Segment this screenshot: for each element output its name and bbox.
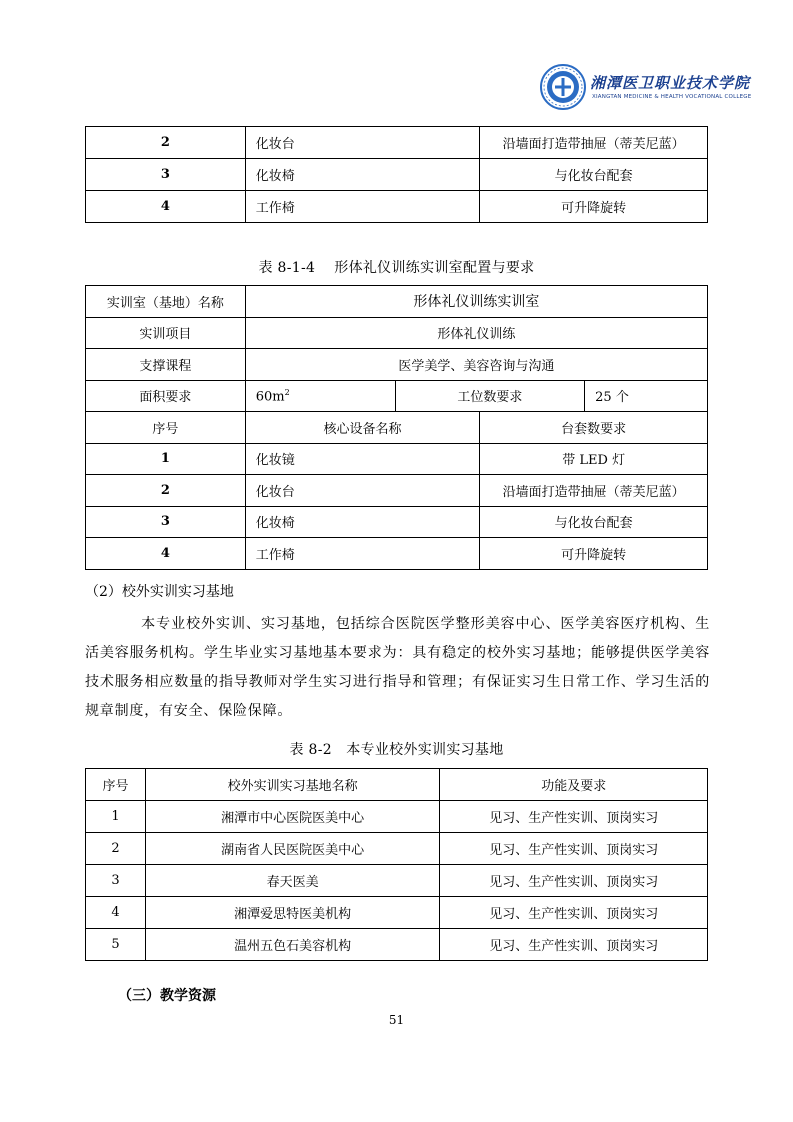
row-number: 1	[86, 801, 146, 833]
base-function: 见习、生产性实训、顶岗实习	[440, 865, 708, 897]
table-row	[86, 317, 708, 349]
room-value: 形体礼仪训练实训室	[245, 286, 707, 318]
table-row	[86, 475, 708, 507]
equipment-requirement: 与化妆台配套	[480, 159, 708, 191]
row-number: 2	[86, 833, 146, 865]
equipment-name: 化妆椅	[245, 506, 480, 538]
table-row	[86, 159, 708, 191]
equipment-name: 工作椅	[245, 538, 480, 570]
base-name: 湘潭爱思特医美机构	[145, 897, 440, 929]
section-title: （2）校外实训实习基地	[85, 584, 234, 600]
row-number: 4	[86, 538, 246, 570]
base-function: 见习、生产性实训、顶岗实习	[440, 801, 708, 833]
section-heading: （三）教学资源	[118, 988, 216, 1004]
row-number: 4	[86, 897, 146, 929]
etiquette-room-table	[85, 285, 708, 570]
college-emblem-icon	[540, 64, 586, 110]
equipment-requirement: 沿墙面打造带抽屉（蒂芙尼蓝）	[480, 127, 708, 159]
table-row	[86, 538, 708, 570]
table-row	[86, 349, 708, 381]
equipment-name: 化妆台	[245, 127, 480, 159]
table-caption: 表 8-1-4 形体礼仪训练实训室配置与要求	[258, 260, 535, 276]
area-value: $60m^2$	[245, 380, 395, 412]
table-row	[86, 286, 708, 318]
table-row	[86, 897, 708, 929]
college-name-cn: 湘潭医卫职业技术学院	[590, 74, 751, 92]
row-number: 3	[86, 506, 246, 538]
row-number: 5	[86, 929, 146, 961]
base-function: 见习、生产性实训、顶岗实习	[440, 897, 708, 929]
table-row	[86, 929, 708, 961]
section-paragraph: 本专业校外实训、实习基地，包括综合医院医学整形美容中心、医学美容医疗机构、生活美容服务机构。学生毕业实习基地基本要求为：具有稳定的校外实习基地；能够提供医学美容技术服务相应数量的指导教师对学生实习进行指导和管理；有保证实习生日常工作、学习生活的规章制度，有安全、保险保障。	[85, 616, 710, 719]
col-header-name: 校外实训实习基地名称	[145, 769, 440, 801]
equipment-table-continued	[85, 126, 708, 223]
seats-value: 25 个	[585, 380, 708, 412]
table-row	[86, 865, 708, 897]
college-logo	[540, 64, 752, 114]
table-header-row	[86, 412, 708, 444]
equipment-requirement: 沿墙面打造带抽屉（蒂芙尼蓝）	[480, 475, 708, 507]
equipment-name: 化妆镜	[245, 443, 480, 475]
row-number: 1	[86, 443, 246, 475]
project-value: 形体礼仪训练	[245, 317, 707, 349]
equipment-requirement: 可升降旋转	[480, 191, 708, 223]
seats-label: 工位数要求	[395, 380, 585, 412]
col-header-req: 台套数要求	[480, 412, 708, 444]
col-header-func: 功能及要求	[440, 769, 708, 801]
col-header-no: 序号	[86, 769, 146, 801]
equipment-name: 工作椅	[245, 191, 480, 223]
row-number: 2	[86, 475, 246, 507]
equipment-requirement: 带 LED 灯	[480, 443, 708, 475]
college-name-en: XIANGTAN MEDICINE & HEALTH VOCATIONAL COLLEGE	[592, 94, 752, 100]
table-row	[86, 380, 708, 412]
col-header-no: 序号	[86, 412, 246, 444]
row-number: 4	[86, 191, 246, 223]
course-label: 支撑课程	[86, 349, 246, 381]
table-row	[86, 801, 708, 833]
course-value: 医学美学、美容咨询与沟通	[245, 349, 707, 381]
base-function: 见习、生产性实训、顶岗实习	[440, 929, 708, 961]
row-number: 3	[86, 865, 146, 897]
base-name: 湖南省人民医院医美中心	[145, 833, 440, 865]
equipment-name: 化妆椅	[245, 159, 480, 191]
row-number: 3	[86, 159, 246, 191]
table-row	[86, 127, 708, 159]
page-number: 51	[388, 1013, 405, 1027]
equipment-name: 化妆台	[245, 475, 480, 507]
col-header-name: 核心设备名称	[245, 412, 480, 444]
table-row	[86, 443, 708, 475]
row-number: 2	[86, 127, 246, 159]
base-name: 温州五色石美容机构	[145, 929, 440, 961]
table-caption: 表 8-2 本专业校外实训实习基地	[289, 742, 504, 758]
table-row	[86, 833, 708, 865]
room-label: 实训室（基地）名称	[86, 286, 246, 318]
area-label: 面积要求	[86, 380, 246, 412]
base-name: 湘潭市中心医院医美中心	[145, 801, 440, 833]
project-label: 实训项目	[86, 317, 246, 349]
equipment-requirement: 可升降旋转	[480, 538, 708, 570]
base-name: 春天医美	[145, 865, 440, 897]
table-header-row	[86, 769, 708, 801]
table-row	[86, 506, 708, 538]
base-function: 见习、生产性实训、顶岗实习	[440, 833, 708, 865]
table-row	[86, 191, 708, 223]
offcampus-base-table	[85, 768, 708, 961]
equipment-requirement: 与化妆台配套	[480, 506, 708, 538]
